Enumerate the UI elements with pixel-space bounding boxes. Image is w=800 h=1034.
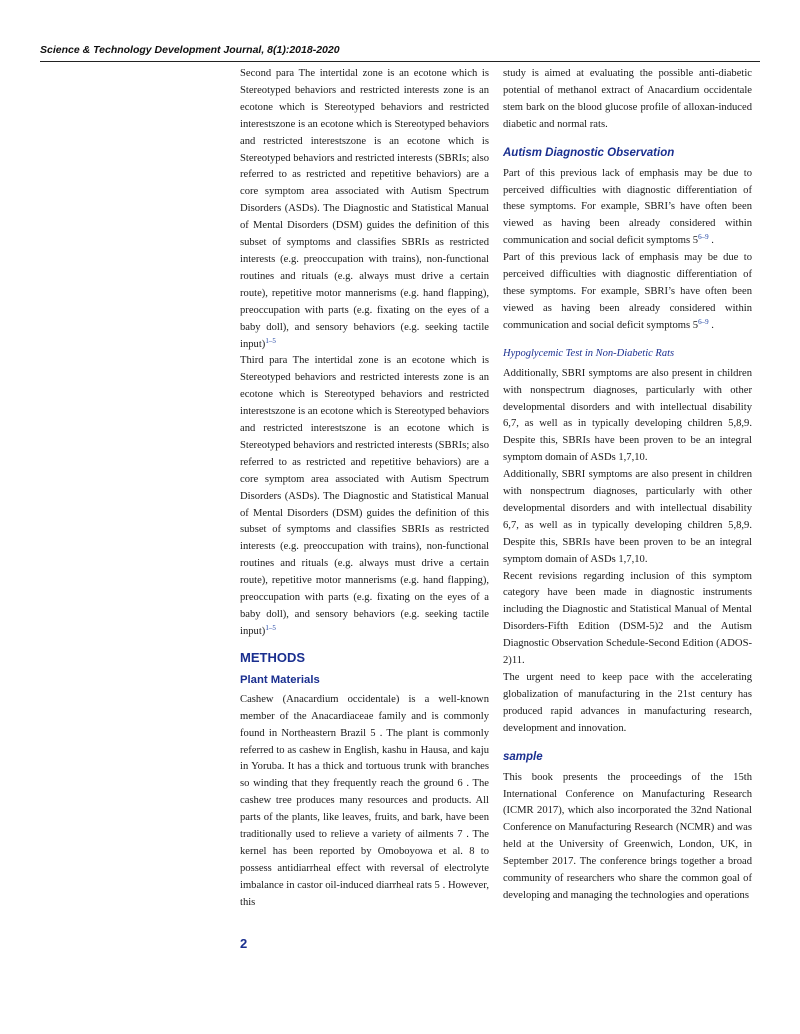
- body-paragraph: Recent revisions regarding inclusion of this symptom category have been made in diagnostic instruments including the Diagnostic and Statistical Manual of Mental Disorders-Fifth Edition (DSM-5)2 and the Autism Diagnostic Observation Schedule-Second Edition (ADOS- 2)11.: [503, 570, 752, 667]
- body-paragraph: Cashew (Anacardium occidentale) is a well-known member of the Anacardiaceae family and is commonly found in Northeastern Brazil 5 . The plant is commonly referred to as cashew in English, kashu in Hausa, and kaju in Yoruba. It has a thick and tortuous trunk with branches so winding that they frequently reach the ground 6 . The cashew tree produces many resources and products. All parts of the plants, like leaves, fruits, and bark, have been traditionally used to relieve a variety of ailments 7 . The kernel has been reported by Omoboyowa et al. 8 to possess antidiarrheal effect with reversal of electrolyte imbalance in castor oil-induced diarrheal rats 5 . However, this: [240, 693, 489, 908]
- subsection-heading-autism-diagnostic-observation: Autism Diagnostic Observation: [503, 146, 675, 159]
- body-paragraph: Third para The intertidal zone is an ecotone which is Stereotyped behaviors and restricted interests zone is an ecotone which is Stereotyped behaviors and restricted interestszone is an ecotone which is Stereotyped behaviors and restricted interestszone is an ecotone which is Stereotyped behaviors and restricted interests (SBRIs; also referred to as restricted and repetitive behaviors) are a core symptom area associated with Autism Spectrum Disorders (ASDs). The Diagnostic and Statistical Manual of Mental Disorders (DSM) guides the definition of this subset of symptoms and classifies SBRIs as restricted interests (e.g. preoccupation with trains), non-functional routines and rituals (e.g. always must drive a certain route), repetitive motor mannerisms (e.g. hand flapping), preoccupation with parts (e.g. fixating on the eyes of a baby doll), and sensory behaviors (e.g. seeking tactile input)$^{1-5}$: [240, 355, 489, 637]
- header-rule: [40, 61, 760, 62]
- citation-ref[interactable]: 6–9: [698, 233, 709, 242]
- right-column: [503, 66, 752, 905]
- subsection-heading-plant-materials: Plant Materials: [240, 673, 320, 686]
- body-paragraph: This book presents the proceedings of the 15th International Conference on Manufacturing Research (ICMR 2017), which also incorporated the 32nd National Conference on Manufacturing Research (NCMR) and was held at the University of Greenwich, London, UK, in September 2017. The conference brings together a broad community of researchers who share the common goal of developing and managing the technologies and operations: [503, 771, 752, 901]
- citation-ref[interactable]: 6–9: [698, 317, 709, 326]
- citation-ref[interactable]: 1–5: [265, 336, 276, 345]
- subsection-heading-sample: sample: [503, 750, 543, 763]
- left-column: [240, 66, 489, 912]
- section-heading-methods: METHODS: [240, 649, 305, 665]
- body-paragraph: Part of this previous lack of emphasis may be due to perceived difficulties with diagnostic differentiation of these symptoms. For example, SBRI’s have often been viewed as having been already considered within communication and social deficit symptoms 5$^{6-9}$ .: [503, 252, 752, 331]
- body-paragraph: Additionally, SBRI symptoms are also present in children with nonspectrum diagnoses, particularly with other developmental disorders and with intellectual disability 6,7, as well as in typically developing children 5,8,9. Despite this, SBRIs have been proven to be an integral symptom domain of ASDs 1,7,10.: [503, 469, 752, 565]
- body-paragraph: Part of this previous lack of emphasis may be due to perceived difficulties with diagnostic differentiation of these symptoms. For example, SBRI’s have often been viewed as having been already considered within communication and social deficit symptoms 5$^{6-9}$ .: [503, 167, 752, 247]
- subsubsection-heading-hypoglycemic-test: Hypoglycemic Test in Non-Diabetic Rats: [503, 347, 675, 359]
- body-paragraph: Second para The intertidal zone is an ecotone which is Stereotyped behaviors and restricted interests zone is an ecotone which is Stereotyped behaviors and restricted interestszone is an ecotone which is Stereotyped behaviors and restricted interestszone is an ecotone which is Stereotyped behaviors and restricted interests (SBRIs; also referred to as restricted and repetitive behaviors) are a core symptom area associated with Autism Spectrum Disorders (ASDs). The Diagnostic and Statistical Manual of Mental Disorders (DSM) guides the definition of this subset of symptoms and classifies SBRIs as restricted interests (e.g. preoccupation with trains), non-functional routines and rituals (e.g. always must drive a certain route), repetitive motor mannerisms (e.g. hand flapping), preoccupation with parts (e.g. fixating on the eyes of a baby doll), and sensory behaviors (e.g. seeking tactile input)$^{1-5}$: [240, 68, 489, 350]
- body-paragraph: study is aimed at evaluating the possible anti-diabetic potential of methanol extract of Anacardium occidentale stem bark on the blood glucose profile of alloxan-induced diabetic and normal rats.: [503, 68, 752, 130]
- page-number: 2: [240, 936, 248, 951]
- body-paragraph: The urgent need to keep pace with the accelerating globalization of manufacturing in the 21st century has produced rapid advances in manufacturing research, development and innovation.: [503, 672, 752, 734]
- running-head: Science & Technology Development Journal, 8(1):2018-2020: [40, 44, 340, 56]
- body-paragraph: Additionally, SBRI symptoms are also present in children with nonspectrum diagnoses, particularly with other developmental disorders and with intellectual disability 6,7, as well as in typically developing children 5,8,9. Despite this, SBRIs have been proven to be an integral symptom domain of ASDs 1,7,10.: [503, 367, 752, 464]
- citation-ref[interactable]: 1–5: [265, 623, 276, 632]
